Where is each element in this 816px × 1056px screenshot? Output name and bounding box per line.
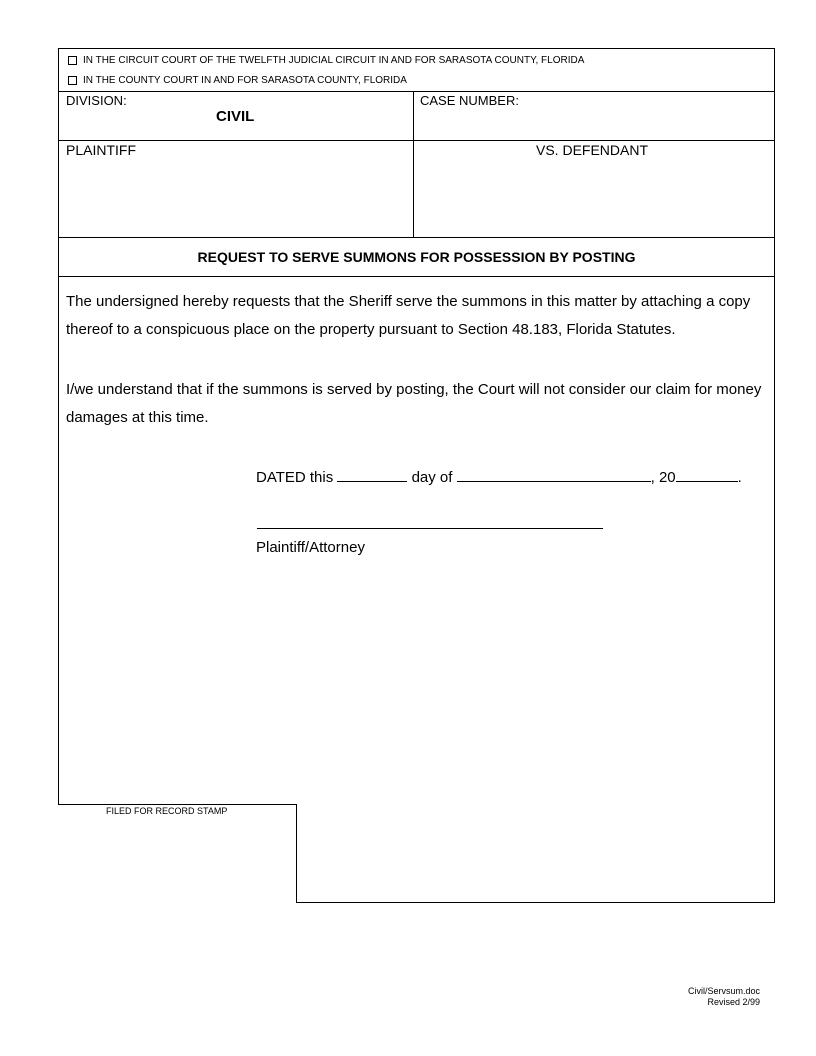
defendant-field[interactable] xyxy=(418,162,770,234)
dated-year-prefix: , 20 xyxy=(650,469,676,486)
defendant-label: VS. DEFENDANT xyxy=(536,142,649,158)
frame-top xyxy=(58,48,775,49)
dated-day-of: day of xyxy=(411,469,453,486)
county-court-label: IN THE COUNTY COURT IN AND FOR SARASOTA COUNTY, FLORIDA xyxy=(83,75,407,86)
stamp-box-top xyxy=(58,804,297,805)
court-option-circuit xyxy=(68,55,584,66)
case-number-field[interactable] xyxy=(416,110,772,138)
court-option-county xyxy=(68,75,407,86)
dated-day-blank[interactable] xyxy=(337,467,407,482)
division-value: CIVIL xyxy=(216,108,255,125)
case-number-label: CASE NUMBER: xyxy=(420,93,519,108)
circuit-court-label: IN THE CIRCUIT COURT OF THE TWELFTH JUDICIAL CIRCUIT IN AND FOR SARASOTA COUNTY, FLORIDA xyxy=(83,55,585,66)
plaintiff-field[interactable] xyxy=(62,162,410,234)
signature-line[interactable] xyxy=(257,528,603,529)
form-title: REQUEST TO SERVE SUMMONS FOR POSSESSION BY POSTING xyxy=(197,249,636,265)
stamp-box-right xyxy=(296,804,297,903)
row-divider-title xyxy=(58,276,775,277)
dated-prefix: DATED this xyxy=(256,469,334,486)
frame-left xyxy=(58,48,59,805)
circuit-court-checkbox[interactable] xyxy=(68,56,77,65)
footer-file: Civil/Servsum.doc xyxy=(687,986,760,996)
footer-revised: Revised 2/99 xyxy=(707,997,760,1007)
dated-line xyxy=(256,467,742,486)
row-divider-court xyxy=(58,91,775,92)
county-court-checkbox[interactable] xyxy=(68,76,77,85)
row-divider-division xyxy=(58,140,775,141)
frame-right xyxy=(774,48,775,903)
division-label: DIVISION: xyxy=(66,93,127,108)
frame-bottom xyxy=(296,902,775,903)
row-divider-parties xyxy=(58,237,775,238)
dated-period: . xyxy=(737,469,742,486)
request-paragraph: The undersigned hereby requests that the Sheriff serve the summons in this matter by attaching a copy thereof to a conspicuous place on the property pursuant to Section 48.183, Florida Statutes. xyxy=(66,293,751,338)
signature-label: Plaintiff/Attorney xyxy=(256,539,365,556)
stamp-label: FILED FOR RECORD STAMP xyxy=(106,806,228,816)
plaintiff-label: PLAINTIFF xyxy=(66,142,137,158)
damages-paragraph: I/we understand that if the summons is served by posting, the Court will not consider our claim for money damages at this time. xyxy=(66,381,762,426)
dated-year-blank[interactable] xyxy=(676,467,738,482)
column-divider xyxy=(413,91,414,237)
dated-month-blank[interactable] xyxy=(457,467,651,482)
